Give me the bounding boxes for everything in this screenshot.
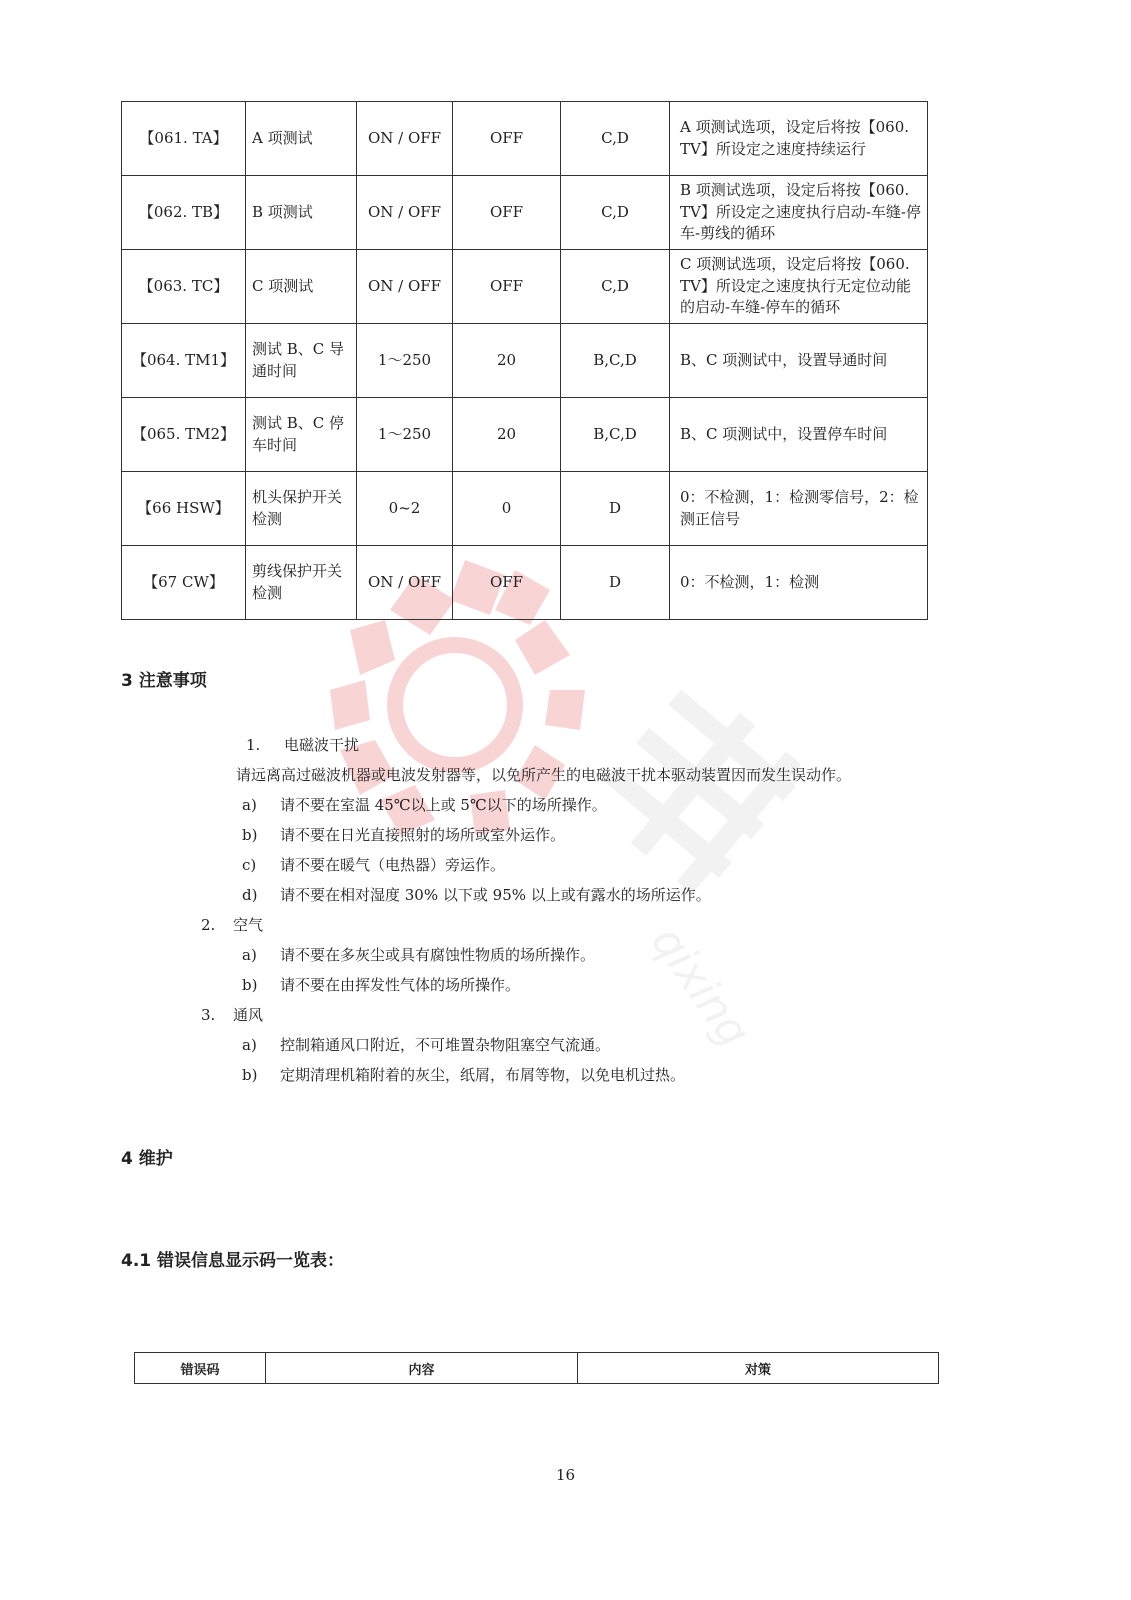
notice-sub-item: c) 请不要在暖气（电热器）旁运作。 xyxy=(242,856,506,874)
param-range-cell: ON / OFF xyxy=(357,546,453,620)
watermark-text: qixing xyxy=(640,917,760,1057)
param-name-cell: 测试 B、C 停车时间 xyxy=(246,398,357,472)
param-table-row xyxy=(122,176,928,250)
notice-sub-item: d) 请不要在相对湿度 30% 以下或 95% 以上或有露水的场所运作。 xyxy=(242,886,711,904)
error-code-table xyxy=(134,1352,939,1384)
param-range-cell: 1～250 xyxy=(357,324,453,398)
page-number: 16 xyxy=(555,1466,576,1484)
section-4-1-heading: 4.1 错误信息显示码一览表： xyxy=(121,1251,345,1271)
parameter-table xyxy=(121,101,928,620)
notice-sub-item: b) 定期清理机箱附着的灰尘，纸屑，布屑等物，以免电机过热。 xyxy=(242,1066,686,1084)
param-default-cell: OFF xyxy=(453,250,561,324)
notice-sub-item: b) 请不要在由挥发性气体的场所操作。 xyxy=(242,976,521,994)
error-table-header: 对策 xyxy=(578,1353,939,1384)
param-default-cell: 20 xyxy=(453,398,561,472)
param-table-row xyxy=(122,472,928,546)
param-name-cell: B 项测试 xyxy=(246,176,357,250)
param-level-cell: B,C,D xyxy=(561,324,670,398)
param-level-cell: C,D xyxy=(561,250,670,324)
param-default-cell: 0 xyxy=(453,472,561,546)
param-name-cell: 机头保护开关检测 xyxy=(246,472,357,546)
notice-item-3-title: 3. 通风 xyxy=(201,1006,264,1024)
param-desc-cell: 0：不检测，1：检测 xyxy=(670,546,928,620)
param-name-cell: 测试 B、C 导通时间 xyxy=(246,324,357,398)
parameter-table-body xyxy=(122,102,928,620)
param-desc-cell: B 项测试选项，设定后将按【060. TV】所设定之速度执行启动-车缝-停车-剪线的循环 xyxy=(670,176,928,250)
param-code-cell: 【064. TM1】 xyxy=(122,324,246,398)
param-desc-cell: B、C 项测试中，设置停车时间 xyxy=(670,398,928,472)
param-table-row xyxy=(122,102,928,176)
param-range-cell: ON / OFF xyxy=(357,250,453,324)
notice-sub-item: a) 请不要在室温 45℃以上或 5℃以下的场所操作。 xyxy=(242,796,607,814)
param-code-cell: 【66 HSW】 xyxy=(122,472,246,546)
section-3-heading: 3 注意事项 xyxy=(121,671,207,691)
notice-item-2-title: 2. 空气 xyxy=(201,916,264,934)
param-code-cell: 【67 CW】 xyxy=(122,546,246,620)
param-level-cell: B,C,D xyxy=(561,398,670,472)
param-table-row xyxy=(122,398,928,472)
param-level-cell: C,D xyxy=(561,102,670,176)
param-name-cell: A 项测试 xyxy=(246,102,357,176)
param-default-cell: OFF xyxy=(453,546,561,620)
section-4-heading: 4 维护 xyxy=(121,1149,173,1169)
param-range-cell: ON / OFF xyxy=(357,102,453,176)
notice-sub-item: b) 请不要在日光直接照射的场所或室外运作。 xyxy=(242,826,566,844)
param-table-row xyxy=(122,250,928,324)
param-range-cell: 0~2 xyxy=(357,472,453,546)
param-name-cell: C 项测试 xyxy=(246,250,357,324)
param-range-cell: 1～250 xyxy=(357,398,453,472)
notice-sub-item: a) 控制箱通风口附近，不可堆置杂物阻塞空气流通。 xyxy=(242,1036,611,1054)
param-code-cell: 【061. TA】 xyxy=(122,102,246,176)
param-code-cell: 【065. TM2】 xyxy=(122,398,246,472)
param-code-cell: 【063. TC】 xyxy=(122,250,246,324)
param-desc-cell: C 项测试选项，设定后将按【060. TV】所设定之速度执行无定位动能的启动-车缝-停车的循环 xyxy=(670,250,928,324)
param-code-cell: 【062. TB】 xyxy=(122,176,246,250)
param-default-cell: OFF xyxy=(453,102,561,176)
param-desc-cell: 0：不检测，1：检测零信号，2：检测正信号 xyxy=(670,472,928,546)
notice-item-1-body: 请远离高过磁波机器或电波发射器等，以免所产生的电磁波干扰本驱动装置因而发生误动作。 xyxy=(236,766,852,784)
param-range-cell: ON / OFF xyxy=(357,176,453,250)
watermark-logo xyxy=(320,560,840,1080)
notice-item-1-title: 1. 电磁波干扰 xyxy=(246,736,360,754)
param-table-row xyxy=(122,546,928,620)
error-table-header: 内容 xyxy=(266,1353,578,1384)
param-default-cell: 20 xyxy=(453,324,561,398)
notice-sub-item: a) 请不要在多灰尘或具有腐蚀性物质的场所操作。 xyxy=(242,946,596,964)
param-desc-cell: A 项测试选项，设定后将按【060. TV】所设定之速度持续运行 xyxy=(670,102,928,176)
param-table-row xyxy=(122,324,928,398)
error-table-header-row xyxy=(135,1353,939,1384)
param-level-cell: C,D xyxy=(561,176,670,250)
param-desc-cell: B、C 项测试中，设置导通时间 xyxy=(670,324,928,398)
param-name-cell: 剪线保护开关检测 xyxy=(246,546,357,620)
error-table-header: 错误码 xyxy=(135,1353,266,1384)
param-level-cell: D xyxy=(561,472,670,546)
param-default-cell: OFF xyxy=(453,176,561,250)
param-level-cell: D xyxy=(561,546,670,620)
